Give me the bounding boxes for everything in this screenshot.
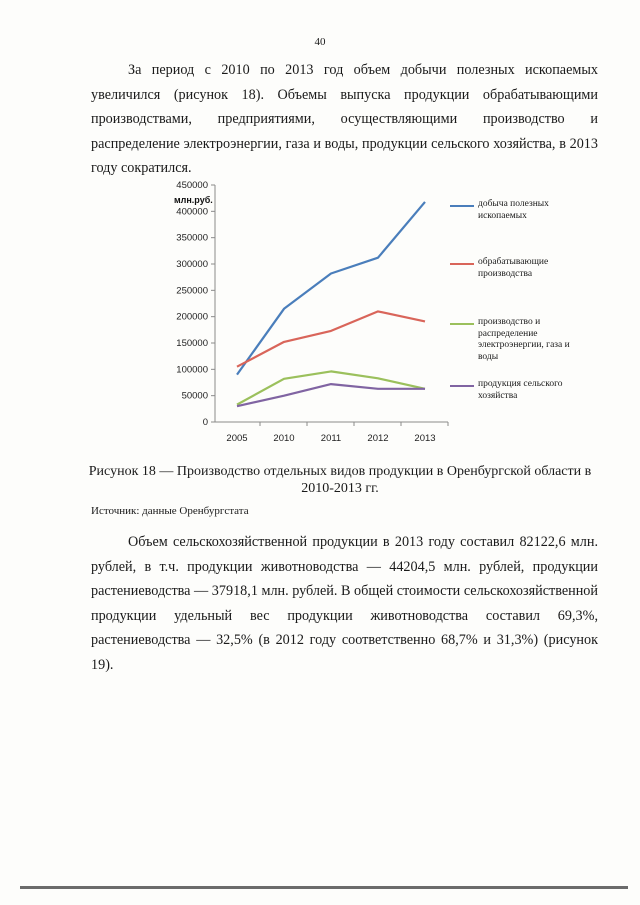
legend-item-manufacturing — [450, 257, 590, 280]
figure-caption: Рисунок 18 — Производство отдельных видов продукции в Оренбургской области в 2010-2013 гг. — [88, 464, 592, 496]
x-tick-label: 2010 — [273, 433, 295, 444]
paragraph-agriculture-text: Объем сельскохозяйственной продукции в 2013 году составил 82122,6 млн. рублей, в т.ч. продукции животноводства — 44204,5 млн. рублей, продукции растениеводства — 37918,1 млн. рублей. В общей стоимости сельскохозяйственной продукции удельный вес продукции животноводства составил 69,3%, растениеводства — 32,5% (в 2012 году соответственно 68,7% и 31,3%) (рисунок 19). — [91, 534, 598, 673]
legend-item-agriculture — [450, 379, 590, 402]
legend-item-mining — [450, 199, 590, 222]
y-tick-label: 350000 — [176, 232, 208, 244]
x-tick-label: 2011 — [320, 433, 342, 444]
legend-label-manufacturing: обрабатывающие производства — [478, 257, 549, 279]
legend-swatch-utilities — [450, 323, 474, 325]
y-tick-label: 200000 — [176, 311, 208, 323]
paragraph-intro — [91, 58, 598, 181]
y-tick-label: 300000 — [176, 259, 208, 270]
y-tick-label: 250000 — [176, 285, 208, 297]
chart-series — [237, 202, 425, 406]
x-tick-label: 2005 — [226, 433, 248, 444]
page-number: 40 — [314, 36, 326, 48]
series-line-manufacturing — [237, 311, 425, 366]
legend-swatch-manufacturing — [450, 263, 474, 265]
legend-label-agriculture: продукция сельского хозяйства — [478, 379, 563, 401]
legend-item-utilities — [450, 317, 590, 363]
x-tick-label: 2012 — [367, 433, 389, 444]
legend-swatch-agriculture — [450, 385, 474, 387]
y-tick-label: 100000 — [176, 364, 208, 376]
paragraph-intro-text: За период с 2010 по 2013 год объем добычи полезных ископаемых увеличился (рисунок 18). Объемы выпуска продукции обрабатывающими производствами, предприятиями, осуществляющими производство и распределение электроэнергии, газа и воды, продукции сельского хозяйства, в 2013 году сократился. — [91, 62, 598, 176]
x-tick-label: 2013 — [414, 433, 436, 444]
y-axis-unit-label: млн.руб. — [174, 195, 213, 205]
y-axis — [176, 180, 215, 428]
legend-swatch-mining — [450, 205, 474, 207]
legend-label-mining: добыча полезных ископаемых — [478, 199, 549, 221]
y-tick-label: 150000 — [176, 338, 208, 349]
series-line-mining — [237, 202, 425, 375]
y-tick-label: 400000 — [176, 206, 208, 218]
legend-label-utilities: производство и распределение электроэнергии, газа и воды — [478, 317, 570, 362]
page-bottom-rule — [20, 886, 628, 889]
y-tick-label: 50000 — [181, 390, 208, 402]
series-line-agriculture — [237, 384, 425, 406]
paragraph-agriculture — [91, 530, 598, 677]
figure-source: Источник: данные Оренбургстата — [91, 505, 249, 517]
y-tick-label: 0 — [202, 417, 208, 428]
x-axis — [215, 422, 448, 444]
y-tick-label: 450000 — [176, 180, 208, 191]
